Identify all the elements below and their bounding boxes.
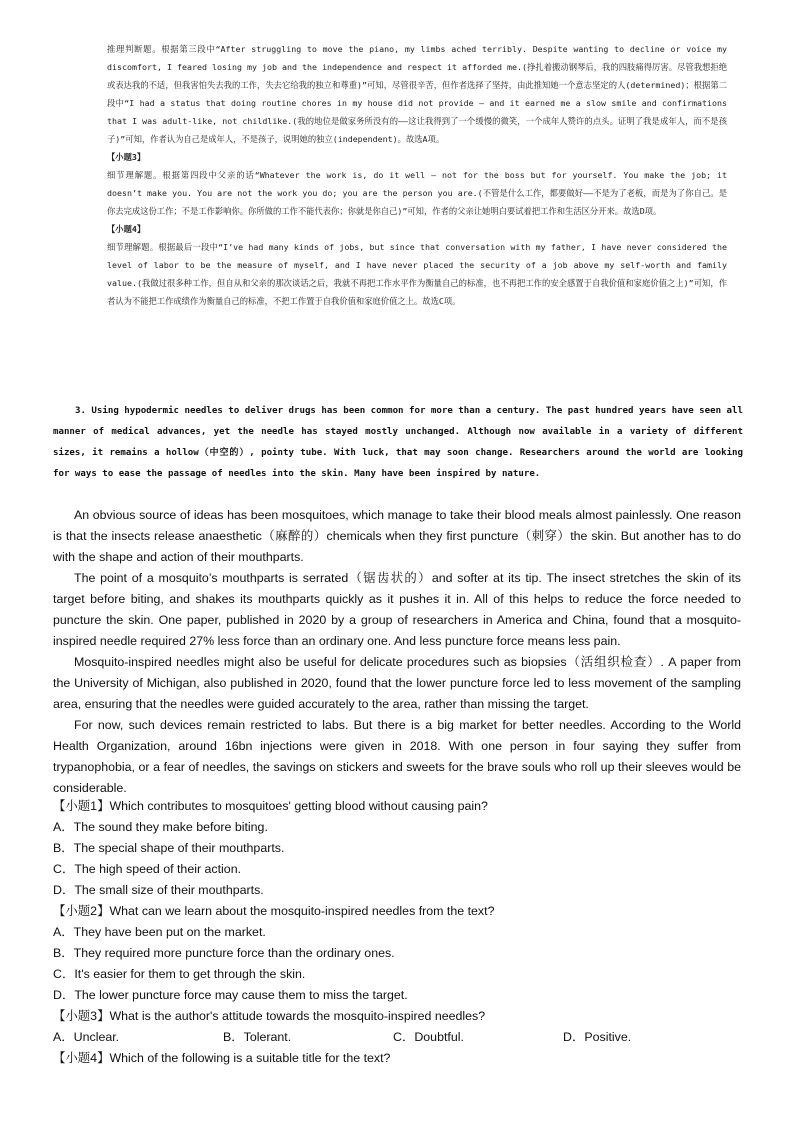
q3-option-c: C．Doubtful. bbox=[393, 1030, 464, 1044]
paragraph-4: For now, such devices remain restricted to labs. But there is a big market for better needles. According to the World Health Organization, around 16bn injections were given in 2018. With one person in four saying they suffer from trypanophobia, or a fear of needles, the savings on stickers and sweets for the brave souls who roll up their sleeves would be considerable. bbox=[53, 718, 741, 795]
q1-option-b: B．The special shape of their mouthparts. bbox=[53, 841, 285, 855]
question-3: 【小题3】What is the author's attitude towards the mosquito-inspired needles? bbox=[53, 1009, 486, 1023]
passage-body bbox=[53, 505, 741, 799]
explanation-q3: 细节理解题。根据第四段中父亲的话“Whatever the work is, do it well — not for the boss but for yourself. You make the job; it doesn’t make you. You are not the work you do; you are the person you are.(不管是什么工作，都要做好——不是为了老板，而是为了你自己。是你去完成这份工作；不是工作影响你。你所做的工作不能代表你；你就是你自己)”可知，作者的父亲让她明白要试着把工作和生活区分开来。故选D项。 bbox=[107, 170, 727, 216]
q3-option-a: A．Unclear. bbox=[53, 1030, 120, 1044]
q3-options bbox=[53, 1027, 741, 1048]
explanation-q2: 推理判断题。根据第三段中“After struggling to move the piano, my limbs ached terribly. Despite wanting to decline or voice my discomfort, I feared losing my job and the independence and respect it afforded me.(挣扎着搬动钢琴后，我的四肢痛得厉害。尽管我想拒绝或表达我的不适，但我害怕失去我的工作，失去它给我的独立和尊重)”可知，尽管很辛苦，但作者选择了坚持，由此推知她一个意志坚定的人(determined)；根据第二段中“I had a status that doing routine chores in my house did not provide — and it earned me a slow smile and confirmations that I was adult-like, not childlike.(我的地位是做家务所没有的——这让我得到了一个缓慢的微笑，一个成年人赞许的点头。证明了我是成年人，而不是孩子)”可知，作者认为自己是成年人，不是孩子，说明她的独立(independent)。故选A项。 bbox=[107, 44, 727, 144]
q1-option-c: C．The high speed of their action. bbox=[53, 862, 242, 876]
explanation-q4: 细节理解题。根据最后一段中“I’ve had many kinds of jobs, but since that conversation with my father, I have never considered the level of labor to be the measure of myself, and I have never placed the security of a job above my self-worth and family value.(我做过很多种工作，但自从和父亲的那次谈话之后，我就不再把工作水平作为衡量自己的标准，也不再把工作的安全感置于自我价值和家庭价值之上)”可知，作者认为不能把工作成绩作为衡量自己的标准，不把工作置于自我价值和家庭价值之上。故选C项。 bbox=[107, 242, 727, 306]
q2-option-d: D．The lower puncture force may cause them to miss the target. bbox=[53, 988, 408, 1002]
q2-option-c: C．It's easier for them to get through the skin. bbox=[53, 967, 306, 981]
q3-option-b: B．Tolerant. bbox=[223, 1030, 292, 1044]
explanation-tag-q4: 【小题4】 bbox=[107, 224, 146, 234]
passage-intro-text: 3. Using hypodermic needles to deliver drugs has been common for more than a century. The past hundred years have seen all manner of medical advances, yet the needle has stayed mostly unchanged. Although now available in a variety of different sizes, it remains a hollow（中空的）, pointy tube. With luck, that may soon change. Researchers around the world are looking for ways to ease the passage of needles into the skin. Many have been inspired by nature. bbox=[53, 406, 743, 479]
q3-option-d: D．Positive. bbox=[563, 1030, 632, 1044]
questions bbox=[53, 796, 741, 1069]
q2-option-a: A．They have been put on the market. bbox=[53, 925, 266, 939]
question-2: 【小题2】What can we learn about the mosquito-inspired needles from the text? bbox=[53, 904, 495, 918]
explanation-tag-q3: 【小题3】 bbox=[107, 152, 146, 162]
q2-option-b: B．They required more puncture force than the ordinary ones. bbox=[53, 946, 395, 960]
question-4: 【小题4】Which of the following is a suitable title for the text? bbox=[53, 1051, 391, 1065]
answer-explanations bbox=[107, 40, 727, 310]
q1-option-d: D．The small size of their mouthparts. bbox=[53, 883, 264, 897]
paragraph-3: Mosquito-inspired needles might also be useful for delicate procedures such as biopsies（活组织检查）. A paper from the University of Michigan, also published in 2020, found that the lower puncture force led to less movement of the sampling area, ensuring that the needles were guided accurately to the area, rather than missing the target. bbox=[53, 655, 741, 711]
paragraph-1: An obvious source of ideas has been mosquitoes, which manage to take their blood meals almost painlessly. One reason is that the insects release anaesthetic（麻醉的）chemicals when they first puncture（刺穿）the skin. But another has to do with the shape and action of their mouthparts. bbox=[53, 508, 741, 564]
q1-option-a: A．The sound they make before biting. bbox=[53, 820, 268, 834]
paragraph-2: The point of a mosquito’s mouthparts is serrated（锯齿状的）and softer at its tip. The insect stretches the skin of its target before biting, and shakes its mouthparts quickly as it pushes it in. All of this helps to reduce the force needed to puncture the skin. One paper, published in 2020 by a group of researchers in America and China, found that a mosquito-inspired needle required 27% less force than an ordinary one. And less puncture force means less pain. bbox=[53, 571, 741, 648]
passage-intro bbox=[53, 401, 743, 485]
question-1: 【小题1】Which contributes to mosquitoes' getting blood without causing pain? bbox=[53, 799, 488, 813]
